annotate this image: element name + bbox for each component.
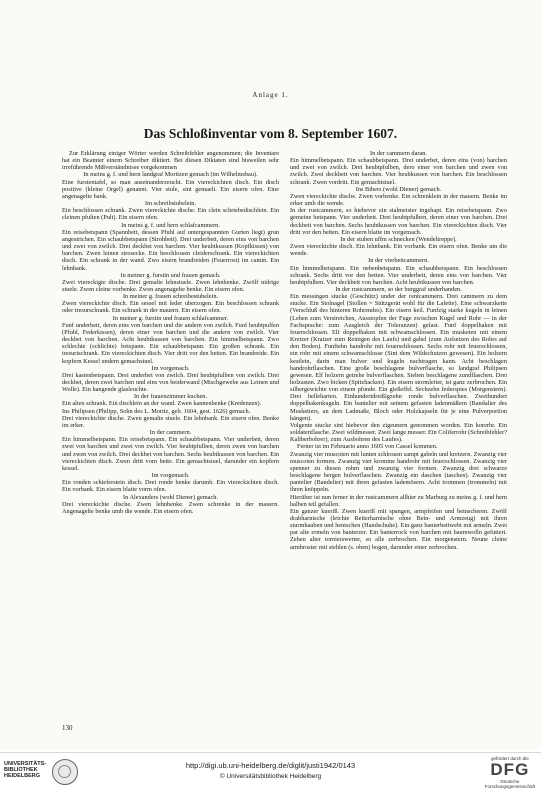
permalink-url[interactable]: http://digi.ub.uni-heidelberg.de/diglit/justi1942/0143	[185, 761, 356, 770]
section-heading: Im vorgemach.	[151, 364, 190, 372]
page-number: 130	[62, 724, 73, 732]
paragraph: Ein himmelbetspann. Ein nebenbetspann. Ein schaubbetspann. Ein beschlossen schrank. Sechs dritt vor den betten. Vier underbett, deren eins von barchen. Vier heubtpfulben. Vier deckbett von barchen. Acht heubtkussen von barchen.	[290, 264, 507, 286]
section-heading: In meins g. f. und hern landgraf Moritzen gemach (im Wilhelmsbau).	[83, 171, 258, 179]
dfg-logo[interactable]	[485, 756, 535, 789]
funded-by-line: Forschungsgemeinschaft	[484, 784, 535, 789]
paragraph: Ein himmelbetspann. Ein schaubbetspann. Drei underbet, deren eins (von) barchen und zwei von zwilch. Drei heubtpfulben, dero einer von barchen und zwen von zwilch. Zwei deckbett von barchen. Vier heubkussen von barchen. Ein beschlossen schrank. Zwen vordritt. Ein gemachtstuel.	[290, 157, 507, 186]
funded-by-line: gefördert durch die	[490, 756, 529, 761]
library-logo-line: HEIDELBERG	[4, 773, 41, 780]
paragraph: Ein alten schrank. Ein dischlein an der wand. Zwen kannenbenke (Kredenzen).	[62, 400, 262, 408]
paragraph: Volgente stucke sint hiebevor den zigeunern genommen worden. Ein korerhr. Ein soldatenflasche. Zwei wildmesser. Zwei lange messer. Ein Coliferrohr (Schreibfehler? Kaliberbohrer), zum Ausbohren des Laufes).	[290, 421, 507, 444]
paragraph: In der rustcammern, so hiebevor ein stalmeister ingehapt. Ein reisebetspann. Zwo gemeine betspann. Vier underbett. Drei heubtpfulben, deren einer von barchen. Drei deckbett von barchen. Sechs heubtkussen von barchen. Ein viereckichten disch. Vier dritt vor den betten. Ein eisern blatte im vorgemach.	[290, 207, 507, 236]
viewer-footer	[0, 752, 541, 790]
section-heading: In meiner g. furstin und frauen gemach.	[120, 271, 221, 279]
section-heading: In der vierbettcammern.	[368, 257, 429, 265]
paragraph: Zur Erklärung einiger Wörter werden Schreibfehler angenommen; die Inventare hat ein Beamter einem Schreiber diktiert. Bei diesen Diktaten sind bisweilen sehr irreführende Mißverständnisse vorgekommen	[62, 150, 279, 172]
paragraph: Ein messingen stucke (Geschütz) under der rentcammern. Drei cammern zu dem stucke. Ein Stolnagel (Stollen = Stützgerät wohl für die Lafette). Eine schwarzkette (Verschluß des hinteren Rohrendes). Ein eisern keil. Funfzig starke kugeln in leinen (Leben zum Verstreichen, Ausstopfen der Fuge zwischen Kugel und Rohr — in der Fachsprache: zum Ausgleich der Toleranzen) gefast. Funf doppelhaken mit feuerschlossen. Elf doppelhaken mit schwamschlossen. Ein musketen mit einem Kretzer (Kratzer zum Reinigen des Laufs) und gabel (zum Aufsetzen des Rohrs auf den Boden). Funftehn handrohr mit feuerschlossen. Sechs rohr mit feuerschlossen, ein rohr mit einem schwamschlosse (Sint dem Wildschutzen gewesen). Ein holzern kestlein, darin man bulver und kugeln nachtragen kann. Acht beschlagen handrohrflaschen. Eine große beschlagene bulverflasche, so landgraf Philipsen gewesen. Elf holzern getrehe bulverflaschen. Sieben beschlagene zundflaschen. Drei holzasten. Zwo bicken (Spitzhacken). Ein eisern stormleiter, ist ganz zerbrochen. Ein silbergewichte von einem pfunde. Ein gießeffel. Sechzehn federspies (Morgenstern). Drei helleharten. Einhundertdreißigzehn ronde bulverflaschen. Zweihundert doppelhakenkugeln. Ein bantelier mit seinem gefasten ladenmäßern (Bandalier des Musketiers, an dem Ladmaße, Bloch oder Holzkapseln für je eine Pulverportion hängen).	[290, 293, 507, 422]
library-logo-line: UNIVERSITÄTS-	[4, 761, 47, 767]
section-heading: Ins Bibers (wohl Diener) gemach.	[355, 185, 442, 193]
section-heading: Im vorgemach.	[151, 472, 190, 480]
paragraph: Drei viereckichte dische. Zwen gemalte stuele. Ein lehnbank. Ein eisern ofen. Benke im erker.	[62, 414, 279, 429]
section-heading: In der stuben uffm schnecken (Wendeltreppe).	[340, 235, 457, 243]
paragraph: Zwen viereckichte disch. Ein sessel mit leder uberzogen. Ein beschlossen schrank oder tresurschrank. Ein schrank in der mauern. Ein eisern ofen.	[62, 300, 279, 315]
section-heading: In Alexanders (wohl Diener) gemach.	[123, 493, 218, 501]
funded-by-line: Deutsche	[500, 779, 520, 784]
paragraph: Ein ganzer kueriß. Zwen kueriß mit spangen, armpfeifen und beinscheren. Zwölf drabharnische (leichte Reiterharnische ohne Bein- und Armzeug) mit ihren sturmhauben und hentschen (Handschuhe). Ein ganz banterbettwebt mit armeln. Zwei par alte ermeln von banterzer. Ein banterrock von barchen mit baumwolln gefuttert. Zehen alter tornierswerter, so alle zerbrochen. Ein morgenstern. Neune cleine armbroster mit stehlen (s. oben) bogen, darunder einer zerbrochen.	[290, 507, 507, 551]
page-title: Das Schloßinventar vom 8. September 1607.	[143, 126, 398, 141]
left-column	[62, 150, 279, 515]
section-heading: In der rustcammern, so der burggraf underhanden.	[335, 285, 462, 293]
paragraph: Zwen viereckichte disch. Ein lehnbank. Ein vorbank. Ein eisern ofen. Benke um die wende.	[290, 243, 507, 258]
paragraph: Zwanzig vier muscoten mit lunten schlossen sampt gabeln und kretzern. Zwanzig vier muscoten formen. Zwanzig vier kromme handrohr mit feuerschlossen. Zwanzig vier spenner zu diesen rohrn und zwanzig vier formen. Zwanzig drei schwarze beschlagene bergen bulverflaschen. Zwanzig ein daschen (taschen). Zwanzig vier pantelier (Bandelier) mit ihren gefasten lademösern. Acht trommen (trommeln) mit ihren knöppeln.	[290, 450, 507, 494]
paragraph: Zwen viereckichte dische. Zwen vorbenke. Ein schrenklein in der mauern. Benke im erker umb die wende.	[290, 192, 507, 208]
paragraph: Zwei viereckigte dische. Drei gemalte lehnstuele. Zwen lehnbenke. Zwölf nidrige stuele. Zwen cleine vorbenke. Zwen angenagelte benke. Ein eisern ofen.	[62, 278, 279, 293]
paragraph: Ein beschlossen schrank. Zwen viereckichte dische. Ein clein schriebedischlein. Ein cleinen pfulten (Pult). Ein eisern ofen.	[62, 207, 279, 222]
section-heading: In meiner g. frauen schreibestubelein.	[122, 293, 219, 301]
paragraph: Eine furstentafel, so man auseinanderzeucht. Ein viereckichten disch. Ein disch positive (kleine Orgel) genannt. Vier stule, sint gemaelt. Ein eisern ofen. Eine angenagelte bank.	[62, 178, 279, 200]
dfg-wordmark: DFG	[490, 760, 530, 779]
paragraph: Drei kastenbetspann. Drei underbet von zwilch. Drei heubtpfulben von zwilch. Drei deckbet, deren zwei barchen und eins von beiderwand (Mischgewebe aus Leinen und Wolle). Ein hangende glasleuchte.	[62, 371, 279, 394]
section-heading: In meiner g. furstin und frauen schlafcammer.	[112, 314, 229, 322]
paragraph: Ein ronden schieferstein disch. Drei ronde benke darumb. Ein viereckichten disch. Ein vorbank. Ein eisern blatte vorm ofen.	[62, 479, 279, 494]
paragraph: Drei viereckichte dische. Zwen lehnbenke. Zwen schrenke in der mauern. Angenagelte benke umb die wende. Ein eisern ofen.	[62, 500, 279, 515]
section-heading: In der frauenzimmer kuchen.	[133, 393, 208, 401]
paragraph: Ein himmelbetspann. Ein reisebetspann. Ein schaubbetspann. Vier underbett, deren zwei von barchen und zwei von zwilch. Vier heubtpfulben, deren zwen von barchen und zwen von zwilch. Drei deckbet von barchen. Sechs heubtkussen von barchen. Ein viereckichten disch. Zwen dritt vorn bette. Ein gemachtstuel, darunder ein kopfern kessel.	[62, 436, 279, 472]
section-heading: In der cammern.	[149, 429, 192, 437]
section-heading: Im schreibstubelein.	[144, 200, 197, 208]
paragraph: Ein reisebetspann (Spannbett, dessen Pfuhl auf untergespannten Gurten liegt) grun angestrichen. Ein schaubbetspann (Strohbett). Drei underbett, deren eins von barchen und zwei von zwilch. Drei deckbet von barchen. Vier heubtkussen (Kopfkissen) von barchen. Zwen leinen strosecke. Ein beschlossen cleiderschrank. Ein viereckichten disch. Ein schrank in der wand. Zwo eisern brandreiden (Feuerrost) im camin. Ein lehnbank.	[62, 228, 279, 272]
paragraph: Funf underbett, deren eins von barchen und die andern von zwilch. Funf heubtpulfen (Pfuhl, Federkissen), deren einer von barchen und die andern von zwilch. Vier deckbet von barchen. Acht heubtkussen von barchen. Ein himmelbetspann. Zwo schlechte (schlichte) betspann. Ein schaubbetspann. Ein großen schrank. Ein tresurischrank. Ein viereckichten disch. Vier dritt vor den betten. Ein brandreide. Ein kopfern Kessel undern gemachstuel.	[62, 321, 279, 365]
library-logo-line: BIBLIOTHEK	[4, 767, 38, 774]
copyright-notice: © Universitätsbibliothek Heidelberg	[219, 773, 322, 780]
paragraph: Ferner ist im Februario anno 1605 von Cassel kommen.	[297, 443, 438, 451]
right-column	[290, 150, 507, 551]
section-heading: In meins g. f. und hern schlafcammern.	[121, 221, 220, 229]
section-heading: In der cammern daran.	[370, 150, 427, 157]
appendix-label: Anlage 1.	[252, 91, 289, 99]
paragraph: Hierüber ist nun ferner in der rustcammern allhier zu Marburg zu meins g. f. und hern halben teil gefallen.	[290, 493, 507, 508]
paragraph: Ins Philipsen (Philipp, Sohn des L. Moritz, geb. 1604, gest. 1626) gemach.	[62, 407, 251, 415]
